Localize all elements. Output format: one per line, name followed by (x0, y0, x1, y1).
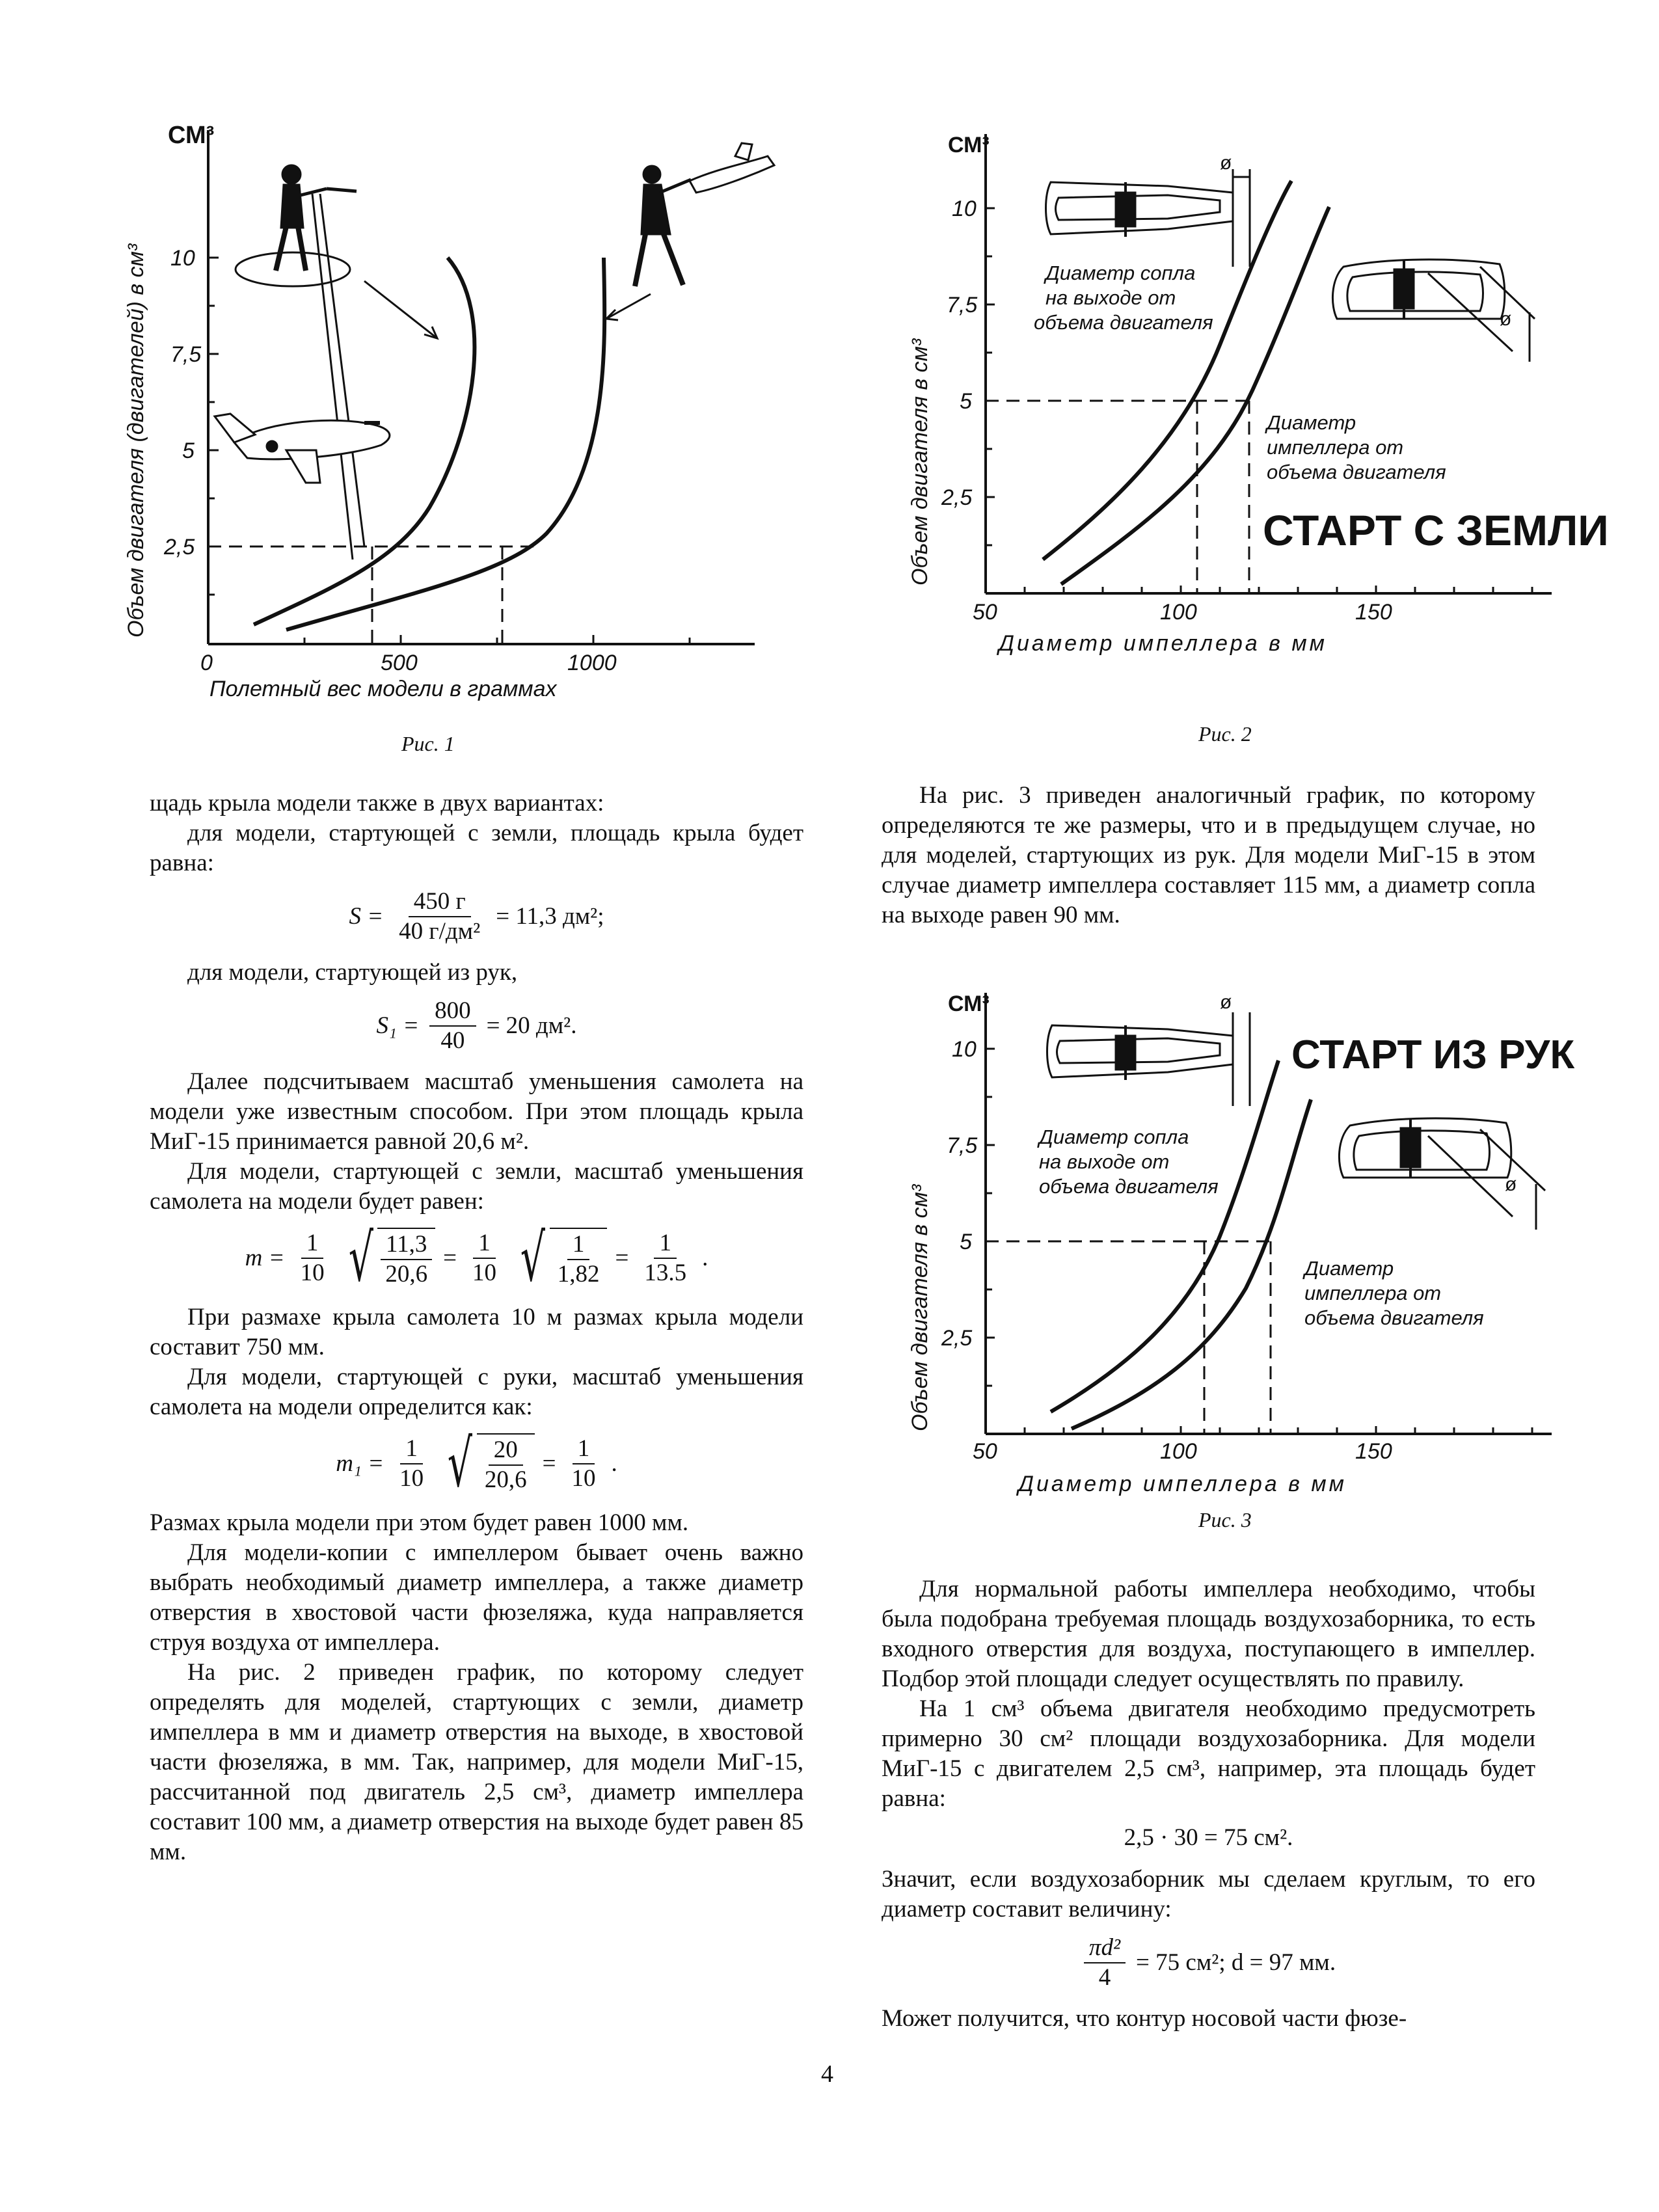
fig3-curve-nozzle (1051, 1060, 1278, 1412)
fig3-xlabel: Диаметр импеллера в мм (1018, 1472, 1347, 1496)
left-column (150, 789, 803, 1867)
figure-1-caption: Рис. 1 (401, 732, 455, 755)
fig2-xtick: 100 (1160, 600, 1197, 625)
fig2-diam-symbol: ø (1220, 152, 1232, 174)
fig1-person-control-line-icon (236, 165, 364, 560)
paragraph: При размахе крыла самолета 10 м размах крыла модели составит 750 мм. (150, 1304, 803, 1360)
figure-2-caption: Рис. 2 (1198, 722, 1252, 746)
fig3-diam-symbol: ø (1220, 991, 1232, 1013)
fig1-person-hand-launch-icon (635, 143, 774, 286)
right-column-top (882, 781, 1535, 930)
paragraph: Размах крыла модели при этом будет равен 1000 мм. (150, 1509, 689, 1536)
fig2-diam-symbol: ø (1500, 308, 1512, 330)
fig3-ytick: 7,5 (947, 1133, 978, 1158)
equation-intake-area: 2,5 · 30 = 75 см². (1124, 1824, 1293, 1851)
fig2-nozzle-label: Диаметр сопла (1045, 262, 1196, 284)
paragraph: На 1 см³ объема двигателя необходимо предусмотреть примерно 30 см² площади воздухозаборника. Для модели МиГ-15 с двигателем 2,5 см³, например, эта площадь будет равна: (882, 1695, 1535, 1812)
fig1-ytick: 10 (170, 246, 195, 271)
equation-wing-area-ground: S = $\frac{450 г}{\text{40 г/дм²}}$ = 11,3 дм²; (349, 888, 604, 945)
fig1-xtick: 500 (381, 651, 418, 675)
equation-intake-diameter: $\frac{\text{πd²}}{4}$ = 75 см²; d = 97 мм. (882, 1934, 1535, 1992)
fig1-ylabel: Объем двигателя (двигателей) в см³ (124, 243, 148, 638)
fig2-nozzle-label: на выходе от (1045, 286, 1176, 309)
fig1-origin: 0 (200, 651, 213, 675)
paragraph: На рис. 3 приведен аналогичный график, по которому определяются те же размеры, что и в предыдущем случае, но для моделей, стартующих из рук. Для модели МиГ-15 в этом случае диаметр импеллера составляет 115 мм, а диаметр сопла на выходе равен 90 мм. (882, 782, 1535, 928)
fig1-ytick: 7,5 (170, 342, 202, 367)
fig2-unit: СМ³ (948, 133, 990, 157)
fig3-impeller-label: Диаметр (1304, 1257, 1394, 1280)
fig3-impeller-label: импеллера от (1304, 1282, 1442, 1304)
fig3-ytick: 2,5 (941, 1326, 973, 1351)
figure-1 (91, 117, 807, 716)
fig3-title: СТАРТ ИЗ РУК (1291, 1032, 1575, 1077)
paragraph: Значит, если воздухозаборник мы сделаем круглым, то его диаметр составит величину: (882, 1866, 1535, 1922)
fig2-nozzle-label: объема двигателя (1034, 311, 1213, 334)
paragraph: Для модели, стартующей с руки, масштаб уменьшения самолета на модели определится как: (150, 1364, 803, 1420)
fig2-xtick: 50 (973, 600, 997, 625)
right-column-bottom (882, 1574, 1535, 2034)
figure-2 (895, 130, 1609, 677)
fig2-ytick: 10 (952, 196, 977, 221)
fig3-unit: СМ³ (948, 991, 990, 1016)
fig3-curve-impeller (1072, 1099, 1311, 1429)
fig3-xtick: 150 (1355, 1439, 1392, 1464)
fig2-title: СТАРТ С ЗЕМЛИ (1263, 506, 1609, 554)
fig2-xtick: 150 (1355, 600, 1392, 625)
page-number: 4 (821, 2060, 833, 2088)
fig1-jet-model-icon (215, 414, 390, 483)
equation-wing-area-hand: S₁ = $\frac{800}{40}$ = 20 дм². (376, 997, 577, 1054)
fig2-impeller-label: объема двигателя (1267, 461, 1446, 483)
paragraph: Для модели, стартующей с земли, масштаб уменьшения самолета на модели будет равен: (150, 1158, 803, 1215)
fig3-nozzle-label: Диаметр сопла (1039, 1126, 1189, 1148)
paragraph: На рис. 2 приведен график, по которому следует определять для моделей, стартующих с земли, диаметр импеллера в мм и диаметр отверстия на выходе, в хвостовой части фюзеляжа, в мм. Так, например, для модели МиГ-15, рассчитанной под двигатель 2,5 см³, диаметр импеллера составит 100 мм, а диаметр отверстия на выходе будет равен 85 мм. (150, 1659, 803, 1865)
paragraph: Может получится, что контур носовой части фюзе- (882, 2005, 1407, 2032)
fig2-ytick: 7,5 (947, 293, 978, 317)
paragraph: щадь крыла модели также в двух вариантах: (150, 790, 604, 816)
fig2-ylabel: Объем двигателя в см³ (908, 338, 932, 586)
fig3-nozzle-label: на выходе от (1039, 1150, 1170, 1173)
fig3-impeller-label: объема двигателя (1304, 1306, 1484, 1329)
fig1-xtick: 1000 (567, 651, 617, 675)
fig2-ytick: 2,5 (941, 485, 973, 510)
equation-scale-hand: m₁ = $\frac{1}{10}$ √ $\frac{20}{20,6}$ = $\frac{1}{10}$ . (336, 1425, 617, 1502)
fig3-ylabel: Объем двигателя в см³ (908, 1184, 932, 1431)
fig1-ytick: 2,5 (164, 535, 195, 560)
paragraph: для модели, стартующей с земли, площадь крыла будет равна: (150, 820, 803, 876)
paragraph: Для нормальной работы импеллера необходимо, чтобы была подобрана требуемая площадь воздухозаборника, то есть входного отверстия для воздуха, поступающего в импеллер. Подбор этой площади следует осуществлять по правилу. (882, 1576, 1535, 1692)
fig2-xlabel: Диаметр импеллера в мм (999, 631, 1327, 656)
fig3-ytick: 5 (960, 1230, 972, 1254)
equation-scale-ground: m = $\frac{1}{10}$ √ $\frac{11,3}{20,6}$ = $\frac{1}{10}$ √ $\frac{1}{1,82}$ = $\frac{1}{13.5}$ . (245, 1220, 708, 1296)
fig3-xtick: 100 (1160, 1439, 1197, 1464)
figure-3-caption: Рис. 3 (1198, 1508, 1252, 1531)
figure-3 (895, 989, 1575, 1522)
fig3-diam-symbol: ø (1505, 1174, 1517, 1195)
paragraph: Далее подсчитываем масштаб уменьшения самолета на модели уже известным способом. При этом площадь крыла МиГ-15 принимается равной 20,6 м². (150, 1068, 803, 1155)
fig2-nozzle-schematic-icon (1046, 169, 1250, 267)
fig2-impeller-label: Диаметр (1267, 411, 1356, 434)
fig3-nozzle-schematic-icon (1047, 1012, 1250, 1106)
fig3-nozzle-label: объема двигателя (1039, 1175, 1219, 1198)
fig2-impeller-label: импеллера от (1267, 436, 1404, 459)
fig2-ytick: 5 (960, 389, 972, 414)
fig1-unit: СМ³ (168, 122, 215, 149)
fig1-arrows (364, 281, 651, 338)
paragraph: для модели, стартующей из рук, (187, 959, 518, 986)
fig1-xlabel: Полетный вес модели в граммах (209, 677, 557, 701)
fig3-ytick: 10 (952, 1037, 977, 1062)
fig1-ytick: 5 (182, 438, 195, 463)
paragraph: Для модели-копии с импеллером бывает очень важно выбрать необходимый диаметр импеллера, а также диаметр отверстия в хвостовой части фюзеляжа, куда направляется струя воздуха от импеллера. (150, 1539, 803, 1656)
fig3-xtick: 50 (973, 1439, 997, 1464)
